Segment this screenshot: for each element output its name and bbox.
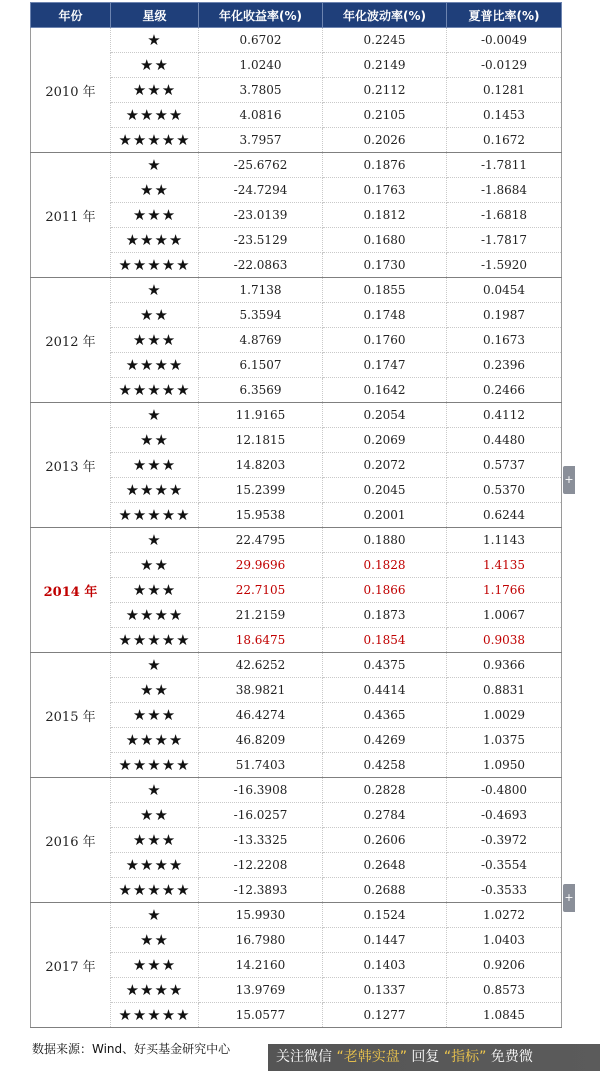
annual-return-cell: 6.1507 <box>199 353 323 378</box>
star-rating-cell: ★★★★★ <box>111 503 199 528</box>
annual-volatility-cell: 0.4258 <box>323 753 447 778</box>
sharpe-ratio-cell: 1.1766 <box>447 578 562 603</box>
annual-return-cell: -12.3893 <box>199 878 323 903</box>
table-row <box>31 178 562 203</box>
annual-volatility-cell: 0.2069 <box>323 428 447 453</box>
annual-return-cell: 15.9930 <box>199 903 323 928</box>
table-row <box>31 903 562 928</box>
sharpe-ratio-cell: 1.0950 <box>447 753 562 778</box>
star-rating-cell: ★★★★ <box>111 728 199 753</box>
sharpe-ratio-cell: -0.0129 <box>447 53 562 78</box>
annual-volatility-cell: 0.1760 <box>323 328 447 353</box>
annual-return-cell: 22.4795 <box>199 528 323 553</box>
year-cell: 2013 年 <box>31 403 111 528</box>
table-row <box>31 153 562 178</box>
annual-volatility-cell: 0.2648 <box>323 853 447 878</box>
star-rating-cell: ★★ <box>111 803 199 828</box>
table-row <box>31 78 562 103</box>
annual-return-cell: 4.8769 <box>199 328 323 353</box>
annual-return-cell: 1.7138 <box>199 278 323 303</box>
star-rating-cell: ★★★★ <box>111 978 199 1003</box>
year-cell: 2010 年 <box>31 28 111 153</box>
annual-volatility-cell: 0.1447 <box>323 928 447 953</box>
star-rating-cell: ★ <box>111 903 199 928</box>
star-rating-cell: ★★ <box>111 928 199 953</box>
annual-volatility-cell: 0.4375 <box>323 653 447 678</box>
table-row <box>31 978 562 1003</box>
sharpe-ratio-cell: 1.0272 <box>447 903 562 928</box>
star-rating-cell: ★★★★★ <box>111 878 199 903</box>
annual-volatility-cell: 0.2054 <box>323 403 447 428</box>
year-cell: 2015 年 <box>31 653 111 778</box>
sharpe-ratio-cell: 0.6244 <box>447 503 562 528</box>
annual-volatility-cell: 0.1524 <box>323 903 447 928</box>
annual-volatility-cell: 0.1866 <box>323 578 447 603</box>
star-rating-cell: ★★★ <box>111 78 199 103</box>
sharpe-ratio-cell: -0.4800 <box>447 778 562 803</box>
table-header-row <box>31 3 562 28</box>
star-rating-cell: ★★★ <box>111 203 199 228</box>
annual-volatility-cell: 0.4414 <box>323 678 447 703</box>
annual-return-cell: 3.7957 <box>199 128 323 153</box>
table-row <box>31 803 562 828</box>
sharpe-ratio-cell: -0.0049 <box>447 28 562 53</box>
annual-return-cell: 18.6475 <box>199 628 323 653</box>
star-rating-cell: ★★ <box>111 428 199 453</box>
sharpe-ratio-cell: -1.7817 <box>447 228 562 253</box>
star-rating-cell: ★ <box>111 528 199 553</box>
sharpe-ratio-cell: 0.1453 <box>447 103 562 128</box>
year-cell: 2011 年 <box>31 153 111 278</box>
annual-volatility-cell: 0.1876 <box>323 153 447 178</box>
star-rating-cell: ★★★ <box>111 953 199 978</box>
year-cell: 2012 年 <box>31 278 111 403</box>
annual-volatility-cell: 0.1403 <box>323 953 447 978</box>
annual-return-cell: 15.9538 <box>199 503 323 528</box>
annual-return-cell: 14.8203 <box>199 453 323 478</box>
sharpe-ratio-cell: 0.0454 <box>447 278 562 303</box>
annual-return-cell: -13.3325 <box>199 828 323 853</box>
sharpe-ratio-cell: 1.0067 <box>447 603 562 628</box>
annual-volatility-cell: 0.1642 <box>323 378 447 403</box>
fund-rating-table <box>30 2 562 1028</box>
star-rating-cell: ★★★ <box>111 578 199 603</box>
side-expand-tab[interactable]: + <box>563 884 575 912</box>
annual-return-cell: -16.3908 <box>199 778 323 803</box>
star-rating-cell: ★★ <box>111 53 199 78</box>
annual-volatility-cell: 0.2828 <box>323 778 447 803</box>
annual-return-cell: 51.7403 <box>199 753 323 778</box>
annual-volatility-cell: 0.2026 <box>323 128 447 153</box>
table-row <box>31 203 562 228</box>
sharpe-ratio-cell: 0.8831 <box>447 678 562 703</box>
banner-suffix: 免费微 <box>490 1049 533 1065</box>
sharpe-ratio-cell: 0.2466 <box>447 378 562 403</box>
sharpe-ratio-cell: 0.4480 <box>447 428 562 453</box>
table-row <box>31 703 562 728</box>
annual-volatility-cell: 0.2072 <box>323 453 447 478</box>
table-row <box>31 553 562 578</box>
annual-volatility-cell: 0.2105 <box>323 103 447 128</box>
annual-return-cell: 21.2159 <box>199 603 323 628</box>
sharpe-ratio-cell: 0.5370 <box>447 478 562 503</box>
annual-volatility-cell: 0.1730 <box>323 253 447 278</box>
annual-volatility-cell: 0.4269 <box>323 728 447 753</box>
table-row <box>31 853 562 878</box>
sharpe-ratio-cell: 0.2396 <box>447 353 562 378</box>
annual-return-cell: 0.6702 <box>199 28 323 53</box>
annual-volatility-cell: 0.2245 <box>323 28 447 53</box>
sharpe-ratio-cell: 0.1673 <box>447 328 562 353</box>
header-annual-return: 年化收益率(%) <box>199 3 323 28</box>
sharpe-ratio-cell: -0.3972 <box>447 828 562 853</box>
table-row <box>31 353 562 378</box>
star-rating-cell: ★★★★★ <box>111 128 199 153</box>
star-rating-cell: ★ <box>111 153 199 178</box>
star-rating-cell: ★★★★ <box>111 103 199 128</box>
annual-return-cell: 1.0240 <box>199 53 323 78</box>
annual-volatility-cell: 0.2688 <box>323 878 447 903</box>
annual-return-cell: -23.5129 <box>199 228 323 253</box>
sharpe-ratio-cell: 1.0375 <box>447 728 562 753</box>
annual-volatility-cell: 0.4365 <box>323 703 447 728</box>
star-rating-cell: ★★★★★ <box>111 1003 199 1028</box>
side-expand-tab[interactable]: + <box>563 466 575 494</box>
annual-return-cell: -24.7294 <box>199 178 323 203</box>
annual-volatility-cell: 0.1763 <box>323 178 447 203</box>
table-row <box>31 778 562 803</box>
sharpe-ratio-cell: 0.9366 <box>447 653 562 678</box>
sharpe-ratio-cell: 0.1281 <box>447 78 562 103</box>
table-row <box>31 678 562 703</box>
table-row <box>31 253 562 278</box>
sharpe-ratio-cell: 0.9038 <box>447 628 562 653</box>
star-rating-cell: ★ <box>111 28 199 53</box>
header-rating: 星级 <box>111 3 199 28</box>
table-row <box>31 753 562 778</box>
star-rating-cell: ★ <box>111 653 199 678</box>
annual-return-cell: 14.2160 <box>199 953 323 978</box>
annual-volatility-cell: 0.1812 <box>323 203 447 228</box>
table-row <box>31 828 562 853</box>
banner-prefix: 关注微信 <box>276 1049 332 1065</box>
annual-volatility-cell: 0.1854 <box>323 628 447 653</box>
annual-volatility-cell: 0.1277 <box>323 1003 447 1028</box>
table-row <box>31 478 562 503</box>
star-rating-cell: ★★★ <box>111 328 199 353</box>
star-rating-cell: ★★ <box>111 553 199 578</box>
table-row <box>31 628 562 653</box>
star-rating-cell: ★★★★ <box>111 478 199 503</box>
annual-volatility-cell: 0.2045 <box>323 478 447 503</box>
sharpe-ratio-cell: -0.3554 <box>447 853 562 878</box>
annual-volatility-cell: 0.1880 <box>323 528 447 553</box>
sharpe-ratio-cell: -0.4693 <box>447 803 562 828</box>
annual-volatility-cell: 0.1337 <box>323 978 447 1003</box>
star-rating-cell: ★ <box>111 403 199 428</box>
sharpe-ratio-cell: 1.0403 <box>447 928 562 953</box>
header-sharpe-ratio: 夏普比率(%) <box>447 3 562 28</box>
sharpe-ratio-cell: -0.3533 <box>447 878 562 903</box>
table-row <box>31 328 562 353</box>
annual-volatility-cell: 0.2112 <box>323 78 447 103</box>
sharpe-ratio-cell: -1.6818 <box>447 203 562 228</box>
table-row <box>31 453 562 478</box>
data-source-note: 数据来源：Wind、好买基金研究中心 <box>32 1042 231 1056</box>
annual-return-cell: -12.2208 <box>199 853 323 878</box>
annual-volatility-cell: 0.1680 <box>323 228 447 253</box>
header-annual-volatility: 年化波动率(%) <box>323 3 447 28</box>
star-rating-cell: ★★ <box>111 303 199 328</box>
table-row <box>31 103 562 128</box>
table-row <box>31 53 562 78</box>
table-row <box>31 953 562 978</box>
star-rating-cell: ★★★★ <box>111 228 199 253</box>
table-row <box>31 278 562 303</box>
annual-return-cell: 12.1815 <box>199 428 323 453</box>
annual-return-cell: 38.9821 <box>199 678 323 703</box>
header-year: 年份 <box>31 3 111 28</box>
annual-return-cell: -23.0139 <box>199 203 323 228</box>
star-rating-cell: ★★★★ <box>111 353 199 378</box>
sharpe-ratio-cell: 0.1987 <box>447 303 562 328</box>
annual-return-cell: 29.9696 <box>199 553 323 578</box>
banner-mid: 回复 <box>411 1049 440 1065</box>
annual-return-cell: 46.4274 <box>199 703 323 728</box>
banner-quote-account: “老韩实盘” <box>336 1049 407 1065</box>
annual-volatility-cell: 0.1828 <box>323 553 447 578</box>
star-rating-cell: ★★★ <box>111 828 199 853</box>
annual-volatility-cell: 0.2001 <box>323 503 447 528</box>
annual-return-cell: 22.7105 <box>199 578 323 603</box>
star-rating-cell: ★★★★★ <box>111 253 199 278</box>
table-row <box>31 603 562 628</box>
annual-volatility-cell: 0.2784 <box>323 803 447 828</box>
table-row <box>31 928 562 953</box>
sharpe-ratio-cell: 0.5737 <box>447 453 562 478</box>
annual-return-cell: 3.7805 <box>199 78 323 103</box>
annual-volatility-cell: 0.2606 <box>323 828 447 853</box>
table-row <box>31 728 562 753</box>
star-rating-cell: ★★★★ <box>111 853 199 878</box>
annual-return-cell: -25.6762 <box>199 153 323 178</box>
annual-return-cell: 42.6252 <box>199 653 323 678</box>
star-rating-cell: ★★★ <box>111 703 199 728</box>
table-row <box>31 1003 562 1028</box>
star-rating-cell: ★★★★★ <box>111 753 199 778</box>
sharpe-ratio-cell: 0.1672 <box>447 128 562 153</box>
table-row <box>31 228 562 253</box>
table-row <box>31 428 562 453</box>
year-cell: 2016 年 <box>31 778 111 903</box>
star-rating-cell: ★ <box>111 778 199 803</box>
star-rating-cell: ★★★★★ <box>111 378 199 403</box>
annual-volatility-cell: 0.1747 <box>323 353 447 378</box>
sharpe-ratio-cell: 1.0845 <box>447 1003 562 1028</box>
annual-volatility-cell: 0.1855 <box>323 278 447 303</box>
star-rating-cell: ★★ <box>111 678 199 703</box>
annual-return-cell: 46.8209 <box>199 728 323 753</box>
table-row <box>31 128 562 153</box>
sharpe-ratio-cell: -1.8684 <box>447 178 562 203</box>
star-rating-cell: ★ <box>111 278 199 303</box>
sharpe-ratio-cell: -1.5920 <box>447 253 562 278</box>
table-row <box>31 303 562 328</box>
annual-volatility-cell: 0.2149 <box>323 53 447 78</box>
annual-return-cell: 6.3569 <box>199 378 323 403</box>
sharpe-ratio-cell: 0.8573 <box>447 978 562 1003</box>
sharpe-ratio-cell: -1.7811 <box>447 153 562 178</box>
banner-quote-keyword: “指标” <box>443 1049 487 1065</box>
star-rating-cell: ★★★★ <box>111 603 199 628</box>
annual-volatility-cell: 0.1748 <box>323 303 447 328</box>
table-row <box>31 528 562 553</box>
sharpe-ratio-cell: 0.4112 <box>447 403 562 428</box>
table-row <box>31 878 562 903</box>
table-row <box>31 28 562 53</box>
annual-return-cell: 16.7980 <box>199 928 323 953</box>
table-row <box>31 578 562 603</box>
sharpe-ratio-cell: 1.4135 <box>447 553 562 578</box>
star-rating-cell: ★★★★★ <box>111 628 199 653</box>
annual-return-cell: 4.0816 <box>199 103 323 128</box>
table-body <box>31 28 562 1028</box>
wechat-follow-banner[interactable] <box>268 1044 600 1071</box>
annual-return-cell: -16.0257 <box>199 803 323 828</box>
annual-return-cell: 15.0577 <box>199 1003 323 1028</box>
annual-return-cell: 5.3594 <box>199 303 323 328</box>
annual-return-cell: 11.9165 <box>199 403 323 428</box>
fund-rating-table-container <box>30 2 561 1028</box>
annual-volatility-cell: 0.1873 <box>323 603 447 628</box>
table-row <box>31 653 562 678</box>
star-rating-cell: ★★★ <box>111 453 199 478</box>
table-row <box>31 378 562 403</box>
sharpe-ratio-cell: 1.1143 <box>447 528 562 553</box>
annual-return-cell: 15.2399 <box>199 478 323 503</box>
table-row <box>31 403 562 428</box>
table-row <box>31 503 562 528</box>
sharpe-ratio-cell: 1.0029 <box>447 703 562 728</box>
star-rating-cell: ★★ <box>111 178 199 203</box>
sharpe-ratio-cell: 0.9206 <box>447 953 562 978</box>
annual-return-cell: 13.9769 <box>199 978 323 1003</box>
year-cell: 2014 年 <box>31 528 111 653</box>
annual-return-cell: -22.0863 <box>199 253 323 278</box>
year-cell: 2017 年 <box>31 903 111 1028</box>
